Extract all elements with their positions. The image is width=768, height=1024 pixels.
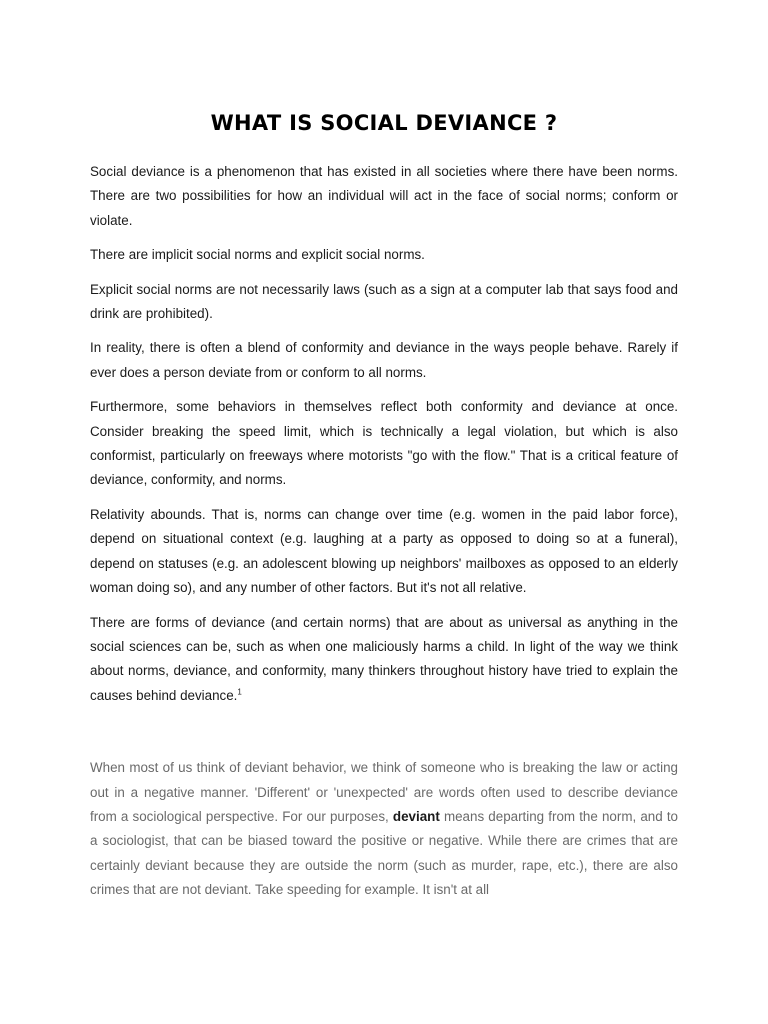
deviant-behavior-section <box>90 756 678 902</box>
paragraph-universal-forms <box>90 611 678 709</box>
footnote-marker: 1 <box>237 687 242 697</box>
deviant-text-after: means departing from the norm, and to a sociologist, that can be biased toward the positive or negative. While there are crimes that are certainly deviant because they are outside the norm (such as murder, rape, etc.), there are also crimes that are not deviant. Take speeding for example. It isn't at all <box>90 808 678 898</box>
paragraph-furthermore: Furthermore, some behaviors in themselves reflect both conformity and deviance at once. Consider breaking the speed limit, which is technically a legal violation, but which is also conformist, particularly on freeways where motorists "go with the flow." That is a critical feature of deviance, conformity, and norms. <box>90 399 678 488</box>
paragraph-implicit-explicit: There are implicit social norms and explicit social norms. <box>90 247 425 263</box>
paragraph-relativity: Relativity abounds. That is, norms can change over time (e.g. women in the paid labor force), depend on situational context (e.g. laughing at a party as opposed to doing so at a funeral), depend on statuses (e.g. an adolescent blowing up neighbors' mailboxes as opposed to an elderly woman doing so), and any number of other factors. But it's not all relative. <box>90 506 678 596</box>
document-body <box>90 160 678 708</box>
paragraph-explicit-norms: Explicit social norms are not necessarily laws (such as a sign at a computer lab that says food and drink are prohibited). <box>90 281 678 322</box>
document-title: WHAT IS SOCIAL DEVIANCE ? <box>210 111 558 135</box>
paragraph-social-deviance-intro: Social deviance is a phenomenon that has existed in all societies where there have been norms. There are two possibilities for how an individual will act in the face of social norms; conform or violate. <box>90 164 678 228</box>
document-page <box>90 0 678 913</box>
deviant-text-before: When most of us think of deviant behavior, we think of someone who is breaking the law or acting out in a negative manner. 'Different' or 'unexpected' are words often used to describe deviance from a sociological perspective. For our purposes, <box>90 760 678 824</box>
paragraph-blend: In reality, there is often a blend of conformity and deviance in the ways people behave. Rarely if ever does a person deviate from or conform to all norms. <box>90 340 678 380</box>
paragraph-universal-forms-text: There are forms of deviance (and certain norms) that are about as universal as anything in the social sciences can be, such as when one maliciously harms a child. In light of the way we think about norms, deviance, and conformity, many thinkers throughout history have tried to explain the causes behind deviance. <box>90 614 678 703</box>
deviant-term: deviant <box>392 808 440 824</box>
paragraph-deviant-behavior <box>90 756 678 902</box>
